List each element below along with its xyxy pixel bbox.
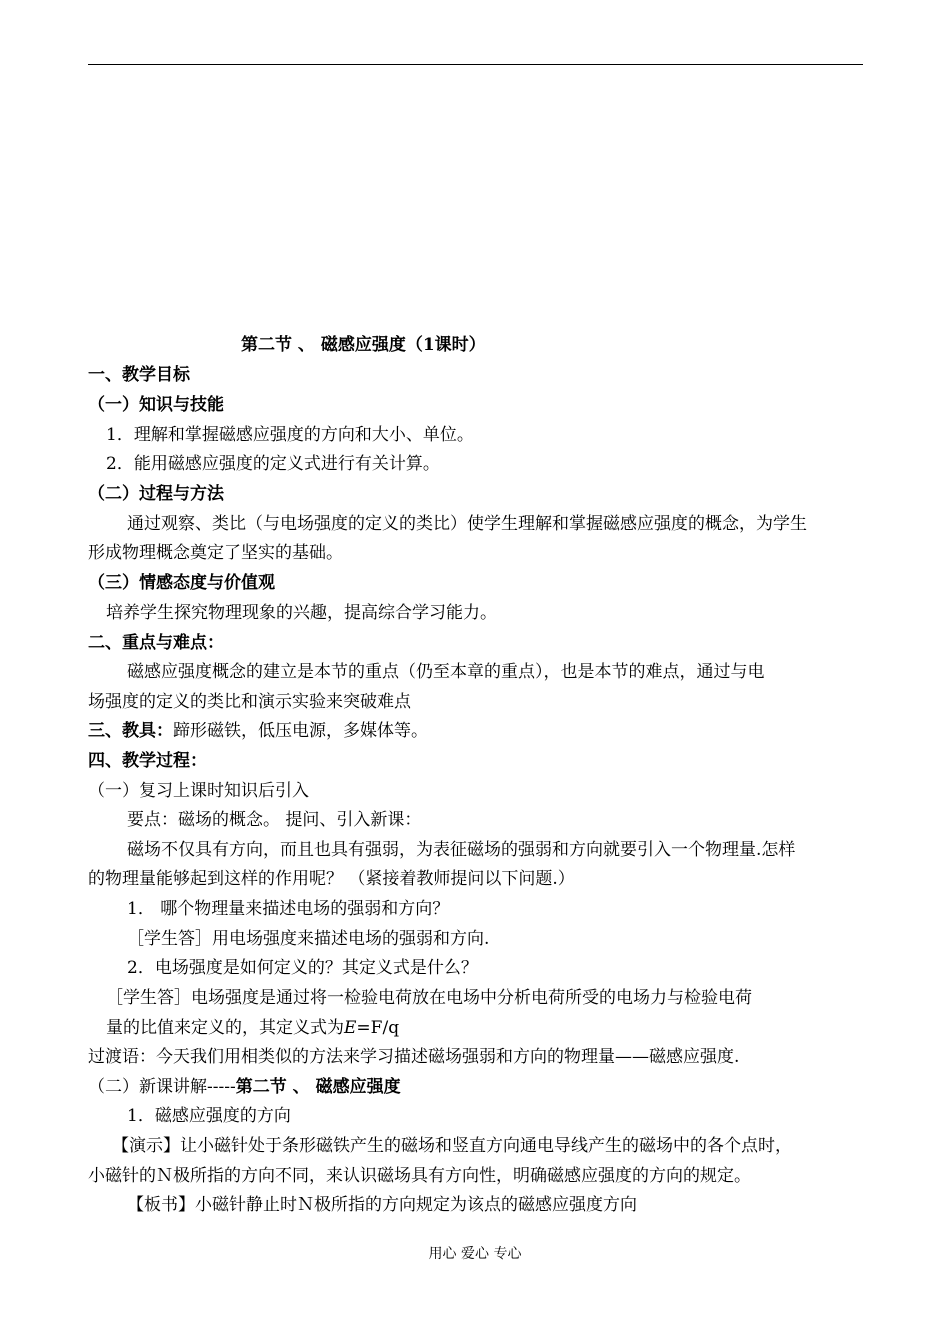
question-1: 1． 哪个物理量来描述电场的强弱和方向？ bbox=[127, 899, 450, 919]
process-paragraph-line-1: 通过观察、类比（与电场强度的定义的类比）使学生理解和掌握磁感应强度的概念，为学生 bbox=[127, 514, 807, 534]
keypoints-paragraph-line-2: 场强度的定义的类比和演示实验来突破难点 bbox=[88, 692, 411, 712]
demo-paragraph-line-2: 小磁针的Ｎ极所指的方向不同，来认识磁场具有方向性，明确磁感应强度的方向的规定。 bbox=[88, 1166, 751, 1186]
subsection-new-lesson bbox=[88, 1075, 401, 1099]
teaching-aids-line bbox=[88, 719, 428, 743]
formula-rest: =F/q bbox=[356, 1018, 400, 1038]
new-lesson-title: 第二节 、 磁感应强度 bbox=[235, 1077, 401, 1097]
transition-sentence: 过渡语：今天我们用相类似的方法来学习描述磁场强弱和方向的物理量——磁感应强度. bbox=[88, 1047, 740, 1067]
page-footer: 用心 爱心 专心 bbox=[428, 1246, 522, 1262]
header-rule bbox=[88, 64, 863, 65]
review-paragraph-line-2: 的物理量能够起到这样的作用呢？ （紧接着教师提问以下问题.） bbox=[88, 869, 575, 889]
answer-2-text: 量的比值来定义的，其定义式为 bbox=[106, 1018, 344, 1038]
demo-paragraph-line-1: 【演示】让小磁针处于条形磁铁产生的磁场和竖直方向通电导线产生的磁场中的各个点时， bbox=[112, 1136, 792, 1156]
review-paragraph-line-1: 磁场不仅具有方向，而且也具有强弱，为表征磁场的强弱和方向就要引入一个物理量.怎样 bbox=[127, 840, 796, 860]
answer-2-line-1: ［学生答］电场强度是通过将一检验电荷放在电场中分析电荷所受的电场力与检验电荷 bbox=[106, 988, 752, 1008]
review-key-points: 要点：磁场的概念。 提问、引入新课： bbox=[127, 810, 422, 830]
section-heading-teaching-aids: 三、教具： bbox=[88, 721, 173, 741]
objective-item-1: 1．理解和掌握磁感应强度的方向和大小、单位。 bbox=[106, 425, 474, 445]
section-heading-keypoints: 二、重点与难点： bbox=[88, 633, 224, 653]
subsection-attitude-values: （三）情感态度与价值观 bbox=[88, 573, 275, 593]
teaching-aids-text: 蹄形磁铁，低压电源，多媒体等。 bbox=[173, 721, 428, 741]
question-2: 2．电场强度是如何定义的？其定义式是什么？ bbox=[127, 958, 478, 978]
attitude-paragraph: 培养学生探究物理现象的兴趣，提高综合学习能力。 bbox=[106, 603, 497, 623]
keypoints-paragraph-line-1: 磁感应强度概念的建立是本节的重点（仍至本章的重点），也是本节的难点，通过与电 bbox=[127, 662, 765, 682]
topic-direction-heading: 1．磁感应强度的方向 bbox=[127, 1106, 291, 1126]
subsection-knowledge-skills: （一）知识与技能 bbox=[88, 395, 224, 415]
subsection-review: （一）复习上课时知识后引入 bbox=[88, 781, 309, 801]
subsection-process-method: （二）过程与方法 bbox=[88, 484, 224, 504]
section-heading-objectives: 一、教学目标 bbox=[88, 365, 190, 385]
board-note: 【板书】小磁针静止时Ｎ极所指的方向规定为该点的磁感应强度方向 bbox=[127, 1195, 637, 1215]
answer-2-line-2 bbox=[106, 1016, 399, 1040]
page-title: 第二节 、 磁感应强度（1课时） bbox=[241, 335, 486, 355]
section-heading-process: 四、教学过程： bbox=[88, 751, 207, 771]
process-paragraph-line-2: 形成物理概念奠定了坚实的基础。 bbox=[88, 543, 343, 563]
answer-1: ［学生答］用电场强度来描述电场的强弱和方向. bbox=[127, 929, 490, 949]
new-lesson-label: （二）新课讲解----- bbox=[88, 1077, 236, 1097]
formula-e: E bbox=[344, 1018, 357, 1038]
objective-item-2: 2．能用磁感应强度的定义式进行有关计算。 bbox=[106, 454, 440, 474]
